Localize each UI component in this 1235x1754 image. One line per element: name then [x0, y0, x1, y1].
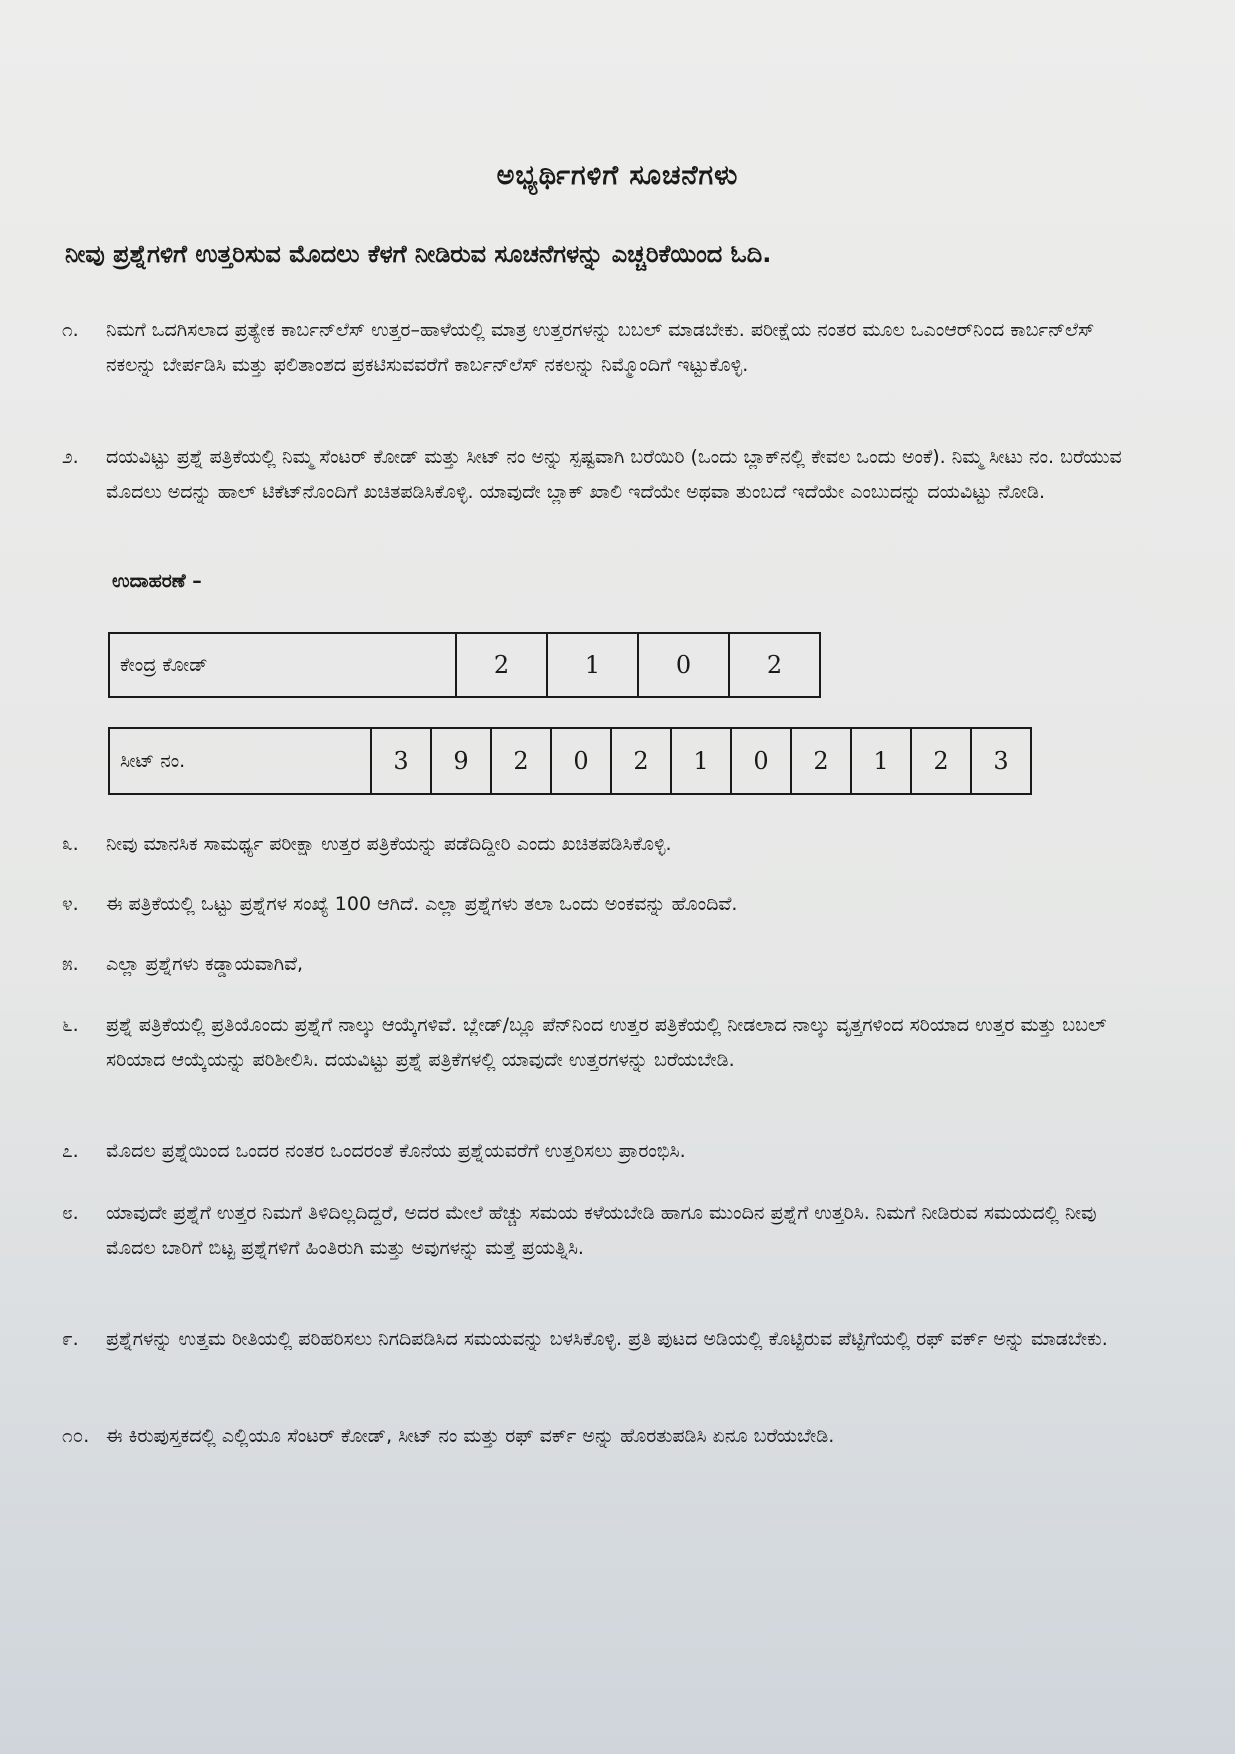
item-number: ೧.	[62, 319, 79, 341]
item-number: ೨.	[62, 446, 79, 468]
item-text: ಪ್ರಶ್ನೆಗಳನ್ನು ಉತ್ತಮ ರೀತಿಯಲ್ಲಿ ಪರಿಹರಿಸಲು ನಿಗದಿಪಡಿಸಿದ ಸಮಯವನ್ನು ಬಳಸಿಕೊಳ್ಳಿ. ಪ್ರತಿ ಪುಟದ ಅಡಿಯಲ್ಲಿ ಕೊಟ್ಟಿರುವ ಪೆಟ್ಟಿಗೆಯಲ್ಲಿ ರಫ್ ವರ್ಕ್ ಅನ್ನು ಮಾಡಬೇಕು.	[106, 1328, 1108, 1350]
instruction-item-5	[62, 947, 1142, 982]
instruction-item-2	[62, 440, 1142, 510]
seat-number-table	[108, 727, 1032, 795]
page-subtitle: ನೀವು ಪ್ರಶ್ನೆಗಳಿಗೆ ಉತ್ತರಿಸುವ ಮೊದಲು ಕೆಳಗೆ ನೀಡಿರುವ ಸೂಚನೆಗಳನ್ನು ಎಚ್ಚರಿಕೆಯಿಂದ ಓದಿ.	[65, 240, 772, 268]
centre-code-digit: 1	[547, 633, 638, 697]
centre-code-digit: 2	[729, 633, 820, 697]
page-title: ಅಭ್ಯರ್ಥಿಗಳಿಗೆ ಸೂಚನೆಗಳು	[496, 160, 739, 191]
item-number: ೬.	[62, 1014, 79, 1036]
seat-number-digit: 2	[611, 728, 671, 794]
item-number: ೩.	[62, 833, 79, 855]
example-label: ಉದಾಹರಣೆ –	[112, 570, 202, 592]
item-text: ಮೊದಲ ಪ್ರಶ್ನೆಯಿಂದ ಒಂದರ ನಂತರ ಒಂದರಂತೆ ಕೊನೆಯ ಪ್ರಶ್ನೆಯವರೆಗೆ ಉತ್ತರಿಸಲು ಪ್ರಾರಂಭಿಸಿ.	[106, 1140, 686, 1162]
item-text: ಪ್ರಶ್ನೆ ಪತ್ರಿಕೆಯಲ್ಲಿ ಪ್ರತಿಯೊಂದು ಪ್ರಶ್ನೆಗೆ ನಾಲ್ಕು ಆಯ್ಕೆಗಳಿವೆ. ಬ್ಲೇಡ್/ಬ್ಲೂ ಪೆನ್‌ನಿಂದ ಉತ್ತರ ಪತ್ರಿಕೆಯಲ್ಲಿ ನೀಡಲಾದ ನಾಲ್ಕು ವೃತ್ತಗಳಿಂದ ಸರಿಯಾದ ಉತ್ತರ ಮತ್ತು ಬಬಲ್ ಸರಿಯಾದ ಆಯ್ಕೆಯನ್ನು ಪರಿಶೀಲಿಸಿ. ದಯವಿಟ್ಟು ಪ್ರಶ್ನೆ ಪತ್ರಿಕೆಗಳಲ್ಲಿ ಯಾವುದೇ ಉತ್ತರಗಳನ್ನು ಬರೆಯಬೇಡಿ.	[106, 1014, 1107, 1071]
seat-number-digit: 1	[671, 728, 731, 794]
seat-number-digit: 0	[731, 728, 791, 794]
seat-number-digit: 3	[971, 728, 1031, 794]
instruction-item-4	[62, 887, 1142, 922]
centre-code-table	[108, 632, 821, 698]
seat-number-digit: 2	[791, 728, 851, 794]
table-row	[109, 728, 1031, 794]
instruction-item-7	[62, 1134, 1142, 1169]
seat-number-digit: 3	[371, 728, 431, 794]
centre-code-digit: 2	[456, 633, 547, 697]
item-number: ೫.	[62, 953, 79, 975]
item-number: ೪.	[62, 893, 79, 915]
seat-number-digit: 1	[851, 728, 911, 794]
centre-code-digit: 0	[638, 633, 729, 697]
item-text: ದಯವಿಟ್ಟು ಪ್ರಶ್ನೆ ಪತ್ರಿಕೆಯಲ್ಲಿ ನಿಮ್ಮ ಸೆಂಟರ್ ಕೋಡ್ ಮತ್ತು ಸೀಟ್ ನಂ ಅನ್ನು ಸ್ಪಷ್ಟವಾಗಿ ಬರೆಯಿರಿ (ಒಂದು ಬ್ಲಾಕ್‌ನಲ್ಲಿ ಕೇವಲ ಒಂದು ಅಂಕೆ). ನಿಮ್ಮ ಸೀಟು ನಂ. ಬರೆಯುವ ಮೊದಲು ಅದನ್ನು ಹಾಲ್ ಟಿಕೆಟ್‌ನೊಂದಿಗೆ ಖಚಿತಪಡಿಸಿಕೊಳ್ಳಿ. ಯಾವುದೇ ಬ್ಲಾಕ್ ಖಾಲಿ ಇದೆಯೇ ಅಥವಾ ತುಂಬದೆ ಇದೆಯೇ ಎಂಬುದನ್ನು ದಯವಿಟ್ಟು ನೋಡಿ.	[106, 446, 1122, 503]
seat-number-digit: 9	[431, 728, 491, 794]
item-text: ಈ ಕಿರುಪುಸ್ತಕದಲ್ಲಿ ಎಲ್ಲಿಯೂ ಸೆಂಟರ್ ಕೋಡ್, ಸೀಟ್ ನಂ ಮತ್ತು ರಫ್ ವರ್ಕ್ ಅನ್ನು ಹೊರತುಪಡಿಸಿ ಏನೂ ಬರೆಯಬೇಡಿ.	[106, 1425, 835, 1447]
instruction-item-10	[62, 1419, 1142, 1454]
item-text: ನೀವು ಮಾನಸಿಕ ಸಾಮರ್ಥ್ಯ ಪರೀಕ್ಷಾ ಉತ್ತರ ಪತ್ರಿಕೆಯನ್ನು ಪಡೆದಿದ್ದೀರಿ ಎಂದು ಖಚಿತಪಡಿಸಿಕೊಳ್ಳಿ.	[106, 833, 672, 855]
item-number: ೧೦.	[62, 1425, 90, 1447]
seat-number-label: ಸೀಟ್ ನಂ.	[109, 728, 371, 794]
seat-number-digit: 0	[551, 728, 611, 794]
instruction-item-9	[62, 1322, 1142, 1357]
instruction-item-3	[62, 827, 1142, 862]
centre-code-label: ಕೇಂದ್ರ ಕೋಡ್	[109, 633, 456, 697]
item-text: ಎಲ್ಲಾ ಪ್ರಶ್ನೆಗಳು ಕಡ್ಡಾಯವಾಗಿವೆ,	[106, 953, 304, 975]
item-number: ೭.	[62, 1140, 79, 1162]
item-number: ೮.	[62, 1202, 79, 1224]
seat-number-digit: 2	[911, 728, 971, 794]
instruction-item-8	[62, 1196, 1142, 1266]
item-number: ೯.	[62, 1328, 79, 1350]
instruction-item-6	[62, 1008, 1142, 1078]
table-row	[109, 633, 820, 697]
item-text: ಯಾವುದೇ ಪ್ರಶ್ನೆಗೆ ಉತ್ತರ ನಿಮಗೆ ತಿಳಿದಿಲ್ಲದಿದ್ದರೆ, ಅದರ ಮೇಲೆ ಹೆಚ್ಚು ಸಮಯ ಕಳೆಯಬೇಡಿ ಹಾಗೂ ಮುಂದಿನ ಪ್ರಶ್ನೆಗೆ ಉತ್ತರಿಸಿ. ನಿಮಗೆ ನೀಡಿರುವ ಸಮಯದಲ್ಲಿ ನೀವು ಮೊದಲ ಬಾರಿಗೆ ಬಿಟ್ಟ ಪ್ರಶ್ನೆಗಳಿಗೆ ಹಿಂತಿರುಗಿ ಮತ್ತು ಅವುಗಳನ್ನು ಮತ್ತೆ ಪ್ರಯತ್ನಿಸಿ.	[106, 1202, 1097, 1259]
item-text: ಈ ಪತ್ರಿಕೆಯಲ್ಲಿ ಒಟ್ಟು ಪ್ರಶ್ನೆಗಳ ಸಂಖ್ಯೆ 100 ಆಗಿದೆ. ಎಲ್ಲಾ ಪ್ರಶ್ನೆಗಳು ತಲಾ ಒಂದು ಅಂಕವನ್ನು ಹೊಂದಿವೆ.	[106, 893, 738, 915]
seat-number-digit: 2	[491, 728, 551, 794]
item-text: ನಿಮಗೆ ಒದಗಿಸಲಾದ ಪ್ರತ್ಯೇಕ ಕಾರ್ಬನ್‌ಲೆಸ್ ಉತ್ತರ–ಹಾಳೆಯಲ್ಲಿ ಮಾತ್ರ ಉತ್ತರಗಳನ್ನು ಬಬಲ್ ಮಾಡಬೇಕು. ಪರೀಕ್ಷೆಯ ನಂತರ ಮೂಲ ಒಎಂಆರ್‌ನಿಂದ ಕಾರ್ಬನ್‌ಲೆಸ್ ನಕಲನ್ನು ಬೇರ್ಪಡಿಸಿ ಮತ್ತು ಫಲಿತಾಂಶದ ಪ್ರಕಟಿಸುವವರೆಗೆ ಕಾರ್ಬನ್‌ಲೆಸ್ ನಕಲನ್ನು ನಿಮ್ಮೊಂದಿಗೆ ಇಟ್ಟುಕೊಳ್ಳಿ.	[106, 319, 1095, 376]
instruction-item-1	[62, 313, 1142, 383]
